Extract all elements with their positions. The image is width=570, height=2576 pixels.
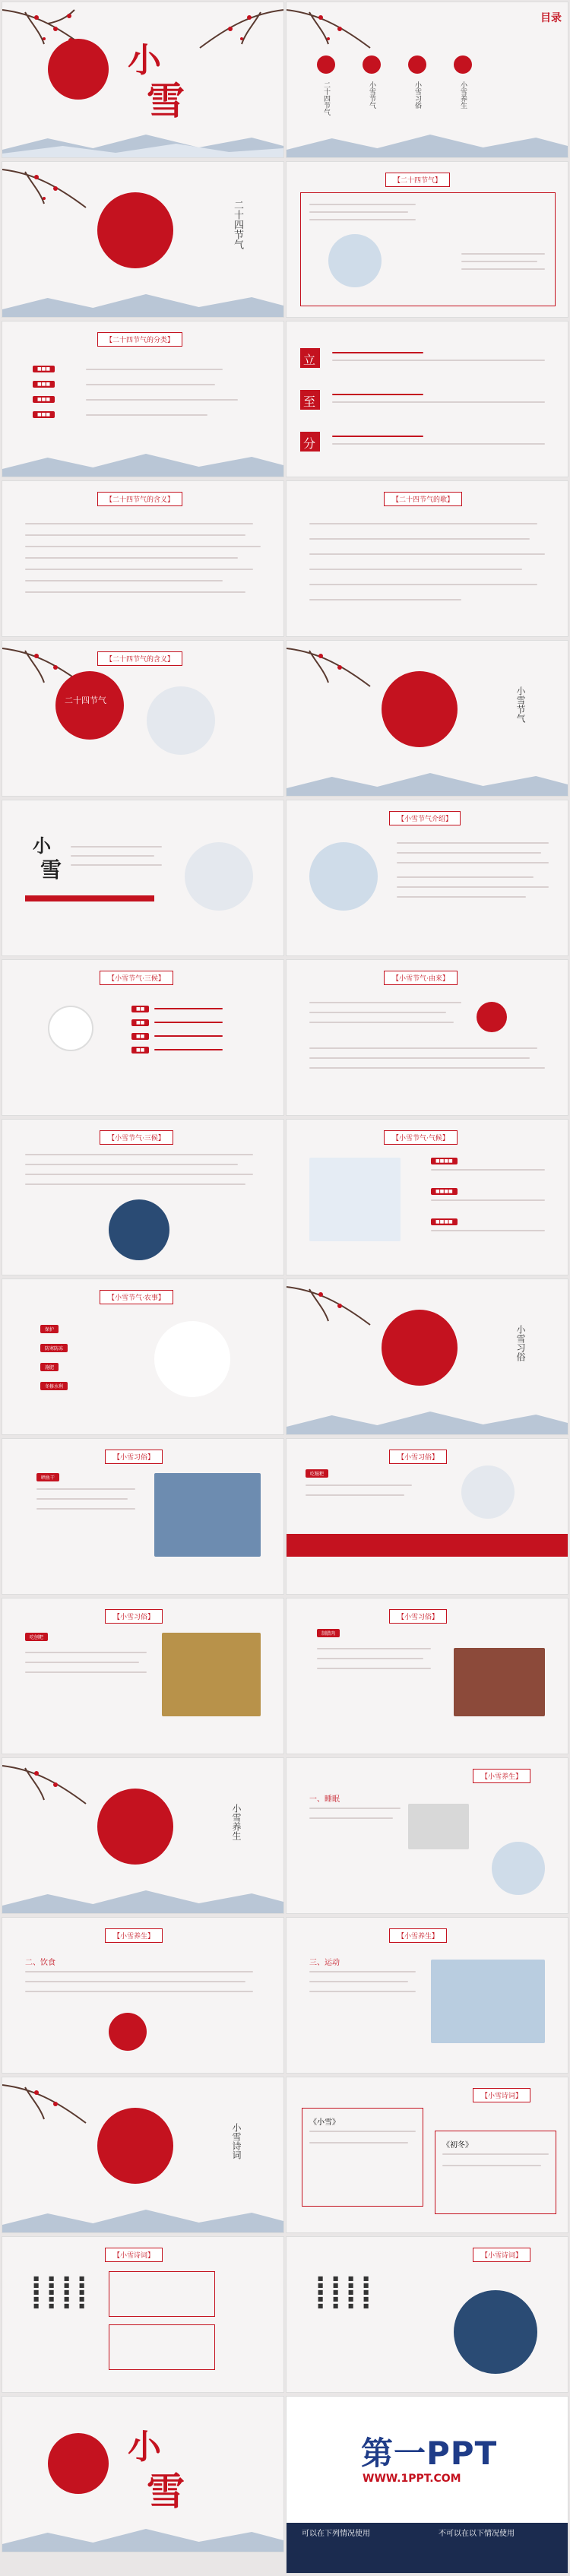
slide-section-3[interactable] bbox=[286, 1278, 568, 1435]
plum-branch-icon bbox=[287, 1279, 378, 1332]
plum-branch-icon bbox=[2, 2077, 93, 2131]
slide-content[interactable] bbox=[286, 1917, 568, 2074]
slide-content[interactable] bbox=[286, 161, 568, 318]
slide-heading: 【小雪养生】 bbox=[473, 1769, 530, 1783]
snow-house-circle bbox=[309, 842, 378, 911]
plum-branch-icon bbox=[2, 162, 93, 215]
snow-mountains-icon bbox=[287, 765, 568, 796]
brand-footer-heading-right: 不可以在以下情况使用 bbox=[439, 2530, 515, 2538]
slide-content[interactable]: 【小雪诗词】 ■■■■■ ■■■■■ ■■■■■ ■■■■■ bbox=[286, 2236, 568, 2393]
slide-content[interactable]: 【小雪节气·气候】 ■■■■ ■■■■ ■■■■ bbox=[286, 1119, 568, 1275]
poem-title: 《初冬》 bbox=[442, 2141, 473, 2150]
brand-url[interactable]: WWW.1PPT.COM bbox=[363, 2473, 461, 2485]
slide-heading: 【小雪节气·气候】 bbox=[384, 1130, 458, 1145]
snow-mountains-icon bbox=[2, 2521, 283, 2552]
slide-heading: 【小雪节气·由来】 bbox=[384, 971, 458, 985]
custom-label: 吃糍粑 bbox=[306, 1469, 328, 1478]
slide-content[interactable] bbox=[2, 1917, 284, 2074]
red-moon bbox=[97, 1789, 173, 1865]
snow-mountains-icon bbox=[2, 446, 283, 477]
winter-photo bbox=[309, 1158, 401, 1241]
slide-content[interactable] bbox=[286, 1598, 568, 1754]
slide-heading: 【小雪习俗】 bbox=[389, 1609, 447, 1624]
section-title: 小雪诗词 bbox=[231, 2123, 242, 2159]
slide-section-2[interactable] bbox=[286, 640, 568, 797]
slide-content[interactable] bbox=[286, 480, 568, 637]
red-dot bbox=[109, 2013, 147, 2051]
slide-content[interactable]: 【二十四节气的分类】 ■■■ ■■■ ■■■ ■■■ bbox=[2, 321, 284, 477]
plum-branch-icon bbox=[287, 2, 378, 55]
circle-heading: 二十四节气 bbox=[65, 695, 106, 705]
slide-content[interactable] bbox=[286, 1757, 568, 1914]
slide-content[interactable] bbox=[286, 959, 568, 1116]
slide-ending[interactable] bbox=[2, 2396, 284, 2552]
slide-heading: 【二十四节气的含义】 bbox=[97, 492, 182, 506]
subsection-label: 三、运动 bbox=[309, 1959, 340, 1967]
text-band bbox=[287, 1534, 568, 1557]
slide-heading: 【小雪养生】 bbox=[389, 1928, 447, 1943]
cover-title-char: 小 bbox=[128, 41, 161, 80]
poem-frame bbox=[109, 2271, 215, 2317]
slide-content[interactable] bbox=[2, 640, 284, 797]
slide-heading: 【二十四节气的含义】 bbox=[97, 651, 182, 666]
slide-content[interactable] bbox=[286, 1438, 568, 1595]
slide-content[interactable] bbox=[2, 480, 284, 637]
grain-photo bbox=[162, 1633, 261, 1716]
toc-dot bbox=[317, 55, 335, 74]
category-char: 分 bbox=[303, 436, 316, 451]
red-moon bbox=[48, 2433, 109, 2494]
slide-heading: 【小雪诗词】 bbox=[473, 2248, 530, 2262]
snow-house-circle bbox=[328, 234, 382, 287]
plum-branch-icon bbox=[287, 641, 378, 694]
cover-title-char: 雪 bbox=[147, 78, 185, 123]
snow-mountains-icon bbox=[2, 2202, 283, 2232]
dried-fish-photo bbox=[154, 1473, 261, 1557]
snow-mountains-icon bbox=[2, 1883, 283, 1913]
bacon-photo bbox=[454, 1648, 545, 1716]
toc-dot bbox=[454, 55, 472, 74]
toc-item[interactable]: 二十四节气 bbox=[322, 81, 330, 116]
slide-heading: 【小雪习俗】 bbox=[105, 1609, 163, 1624]
red-moon bbox=[97, 2108, 173, 2184]
plum-branch-icon bbox=[192, 2, 283, 55]
ending-title-char: 雪 bbox=[147, 2469, 185, 2514]
winter-scene-circle bbox=[454, 2290, 537, 2374]
snow-mountains-icon bbox=[2, 127, 283, 157]
sleep-photo bbox=[408, 1804, 469, 1849]
red-moon bbox=[382, 671, 458, 747]
toc-item[interactable]: 小雪习俗 bbox=[413, 81, 421, 109]
persimmon-circle bbox=[185, 842, 253, 911]
snow-mountains-icon bbox=[2, 287, 283, 317]
snow-mountains-icon bbox=[287, 127, 568, 157]
slide-content[interactable]: 【小雪诗词】 ■■■■■ ■■■■■ ■■■■■ ■■■■■ bbox=[2, 2236, 284, 2393]
slide-content[interactable] bbox=[286, 800, 568, 956]
slide-toc[interactable] bbox=[286, 2, 568, 158]
brand-logo: 第一PPT bbox=[361, 2435, 498, 2472]
winter-scene-circle bbox=[109, 1199, 169, 1260]
section-title: 小雪习俗 bbox=[515, 1325, 526, 1361]
poem-frame bbox=[109, 2324, 215, 2370]
slide-heading: 【小雪习俗】 bbox=[389, 1450, 447, 1464]
red-moon bbox=[48, 39, 109, 100]
slide-section-4[interactable] bbox=[2, 1757, 284, 1914]
calligraphy-char: 小 bbox=[33, 835, 51, 857]
section-title: 二十四节气 bbox=[232, 200, 243, 249]
slide-brand[interactable] bbox=[286, 2396, 568, 2574]
slide-content[interactable]: 【小雪节气·三候】 ■■ ■■ ■■ ■■ bbox=[2, 959, 284, 1116]
slide-heading: 【小雪诗词】 bbox=[105, 2248, 163, 2262]
section-title: 小雪养生 bbox=[231, 1804, 242, 1840]
ink-circle bbox=[147, 686, 215, 755]
farm-pill: 施肥 bbox=[40, 1363, 59, 1371]
slide-heading: 【小雪节气·三候】 bbox=[100, 1130, 173, 1145]
subsection-label: 二、饮食 bbox=[25, 1959, 55, 1967]
farm-pill: 冬修水利 bbox=[40, 1382, 68, 1390]
slide-heading: 【二十四节气】 bbox=[385, 173, 450, 187]
section-title: 小雪节气 bbox=[515, 686, 526, 723]
slide-heading: 【小雪养生】 bbox=[105, 1928, 163, 1943]
bird-branch-circle bbox=[154, 1321, 230, 1397]
slide-heading: 【二十四节气的歌】 bbox=[384, 492, 462, 506]
slide-section-1[interactable] bbox=[2, 161, 284, 318]
snow-tree-icon bbox=[48, 1006, 93, 1051]
subsection-label: 一、睡眠 bbox=[309, 1795, 340, 1804]
slide-content[interactable] bbox=[2, 1438, 284, 1595]
toc-dot bbox=[363, 55, 381, 74]
slide-heading: 【小雪诗词】 bbox=[473, 2088, 530, 2102]
slide-content[interactable] bbox=[286, 2077, 568, 2233]
custom-label: 制腊肉 bbox=[317, 1629, 340, 1637]
category-char: 至 bbox=[303, 394, 316, 409]
toc-dot bbox=[408, 55, 426, 74]
snow-mountains-icon bbox=[287, 1404, 568, 1434]
red-dot bbox=[477, 1002, 507, 1032]
slide-content[interactable] bbox=[2, 1598, 284, 1754]
red-moon bbox=[382, 1310, 458, 1386]
slide-heading: 【二十四节气的分类】 bbox=[97, 332, 182, 347]
custom-label: 吃刨粑 bbox=[25, 1633, 48, 1641]
snow-landscape-photo bbox=[431, 1960, 545, 2043]
calligraphy-char: 雪 bbox=[40, 857, 62, 882]
slide-content[interactable] bbox=[2, 800, 284, 956]
slide-heading: 【小雪节气·三候】 bbox=[100, 971, 173, 985]
brand-footer-heading-left: 可以在下列情况使用 bbox=[302, 2530, 370, 2538]
slide-cover[interactable] bbox=[2, 2, 284, 158]
toc-item[interactable]: 小雪节气 bbox=[368, 81, 375, 109]
custom-label: 晒鱼干 bbox=[36, 1473, 59, 1481]
slide-heading: 【小雪习俗】 bbox=[105, 1450, 163, 1464]
category-char: 立 bbox=[303, 353, 316, 367]
toc-item[interactable]: 小雪养生 bbox=[459, 81, 467, 109]
poem-title: 《小雪》 bbox=[309, 2118, 340, 2127]
slide-content[interactable] bbox=[2, 1119, 284, 1275]
farm-pill: 防寒防冻 bbox=[40, 1344, 68, 1352]
slide-heading: 【小雪节气介绍】 bbox=[389, 811, 461, 825]
slide-section-5[interactable] bbox=[2, 2077, 284, 2233]
toc-label: 目录 bbox=[540, 12, 562, 24]
ending-title-char: 小 bbox=[128, 2428, 161, 2467]
slide-heading: 【小雪节气·农事】 bbox=[100, 1290, 173, 1304]
snow-house-circle bbox=[492, 1842, 545, 1895]
food-circle bbox=[461, 1465, 515, 1519]
slide-content[interactable] bbox=[2, 1278, 284, 1435]
plum-branch-icon bbox=[2, 1758, 93, 1811]
slide-content[interactable] bbox=[286, 321, 568, 477]
red-moon bbox=[97, 192, 173, 268]
farm-pill: 保护 bbox=[40, 1325, 59, 1333]
